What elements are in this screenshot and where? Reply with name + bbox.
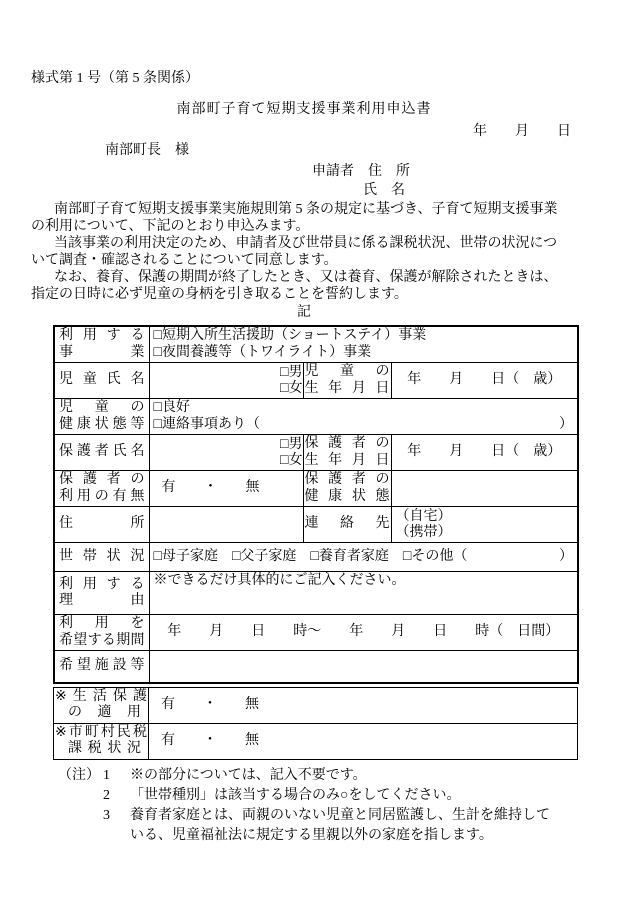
household-label: 世 帯 状 況 xyxy=(54,543,149,572)
note-text: 「世帯種別」は該当する場合のみ○をしてください。 xyxy=(130,787,461,803)
body-paragraphs xyxy=(31,201,571,303)
household-options xyxy=(149,543,578,572)
row-household xyxy=(54,543,578,572)
guardian-birth-label: 保 護 者 の 生 年 月 日 xyxy=(303,435,391,471)
checkbox-child-male: □男 xyxy=(280,364,303,380)
date-line: 年 月 日 xyxy=(473,124,571,139)
child-health-options xyxy=(149,399,578,435)
checkbox-guardian-male: □男 xyxy=(280,436,303,452)
child-health-label: 児 童 の 健 康 状 態 等 xyxy=(54,399,149,435)
contact-field xyxy=(391,507,578,543)
checkbox-guardian-female: □女 xyxy=(280,452,303,468)
row-period xyxy=(54,615,578,651)
form-number: 様式第 1 号（第 5 条関係） xyxy=(31,71,199,86)
guardian-health-field xyxy=(391,471,578,507)
page-title: 南部町子育て短期支援事業利用申込書 xyxy=(176,102,432,117)
guardian-health-label: 保 護 者 の 健 康 状 態 xyxy=(303,471,391,507)
child-name-field xyxy=(149,363,303,399)
tax-value: 有 ・ 無 xyxy=(149,723,578,759)
row-child-name xyxy=(54,363,578,399)
row-child-health xyxy=(54,399,578,435)
note-text: 養育者家庭とは、両親のいない児童と同居監護し、生計を維持している、児童福祉法に規定する里親以外の家庭を指します。 xyxy=(130,807,550,843)
application-table xyxy=(53,325,579,684)
child-birth-label: 児 童 の 生 年 月 日 xyxy=(303,363,391,399)
checkbox-good-health: □良好 xyxy=(153,400,190,415)
checkbox-health-notes: □連絡事項あり（ xyxy=(153,416,260,432)
note-text: ※の部分については、記入不要です。 xyxy=(130,767,367,783)
address-field xyxy=(149,507,303,543)
note-item xyxy=(31,786,577,806)
record-mark: 記 xyxy=(297,305,311,320)
guardian-use-value: 有 ・ 無 xyxy=(149,471,303,507)
child-name-label: 児 童 氏 名 xyxy=(54,363,149,399)
checkbox-household-types: □母子家庭 □父子家庭 □養育者家庭 □その他（ xyxy=(153,548,468,564)
office-use-table xyxy=(53,687,578,760)
welfare-label: ※ 生 活 保 護 の 適 用 xyxy=(54,687,149,723)
contact-home-label: （自宅） xyxy=(395,508,452,524)
row-reason xyxy=(54,572,578,615)
row-address xyxy=(54,507,578,543)
addressee: 南部町長 様 xyxy=(105,143,189,158)
checkbox-shortstay: □短期入所生活援助（ショートステイ）事業 xyxy=(153,328,427,343)
child-birth-field: 年 月 日（ 歳） xyxy=(391,363,578,399)
business-label: 利 用 す る 事 業 xyxy=(54,326,149,363)
notes-heading: （注） xyxy=(58,767,100,783)
note-item xyxy=(31,766,577,786)
close-paren: ） xyxy=(559,548,573,564)
guardian-name-field xyxy=(149,435,303,471)
close-paren: ） xyxy=(559,416,573,432)
address-label: 住 所 xyxy=(54,507,149,543)
row-business xyxy=(54,326,578,363)
row-welfare xyxy=(54,687,578,723)
guardian-use-label: 保 護 者 の 利 用 の 有 無 xyxy=(54,471,149,507)
checkbox-child-female: □女 xyxy=(280,380,303,396)
period-label: 利 用 を 希 望 す る 期 間 xyxy=(54,615,149,651)
note-item xyxy=(31,806,577,846)
contact-mobile-label: （携帯） xyxy=(395,524,452,540)
business-options xyxy=(149,326,578,363)
row-guardian-use xyxy=(54,471,578,507)
reason-field: ※できるだけ具体的にご記入ください。 xyxy=(149,572,578,615)
paragraph-pledge: なお、養育、保護の期間が終了したとき、又は養育、保護が解除されたときは、指定の日時に必ず児童の身柄を引き取ることを誓約します。 xyxy=(31,270,558,302)
row-guardian-name xyxy=(54,435,578,471)
row-tax xyxy=(54,723,578,759)
welfare-value: 有 ・ 無 xyxy=(149,687,578,723)
applicant-name-label: 氏 名 xyxy=(363,183,405,198)
notes-section xyxy=(31,766,577,846)
row-facility xyxy=(54,651,578,683)
paragraph-application: 南部町子育て短期支援事業実施規則第 5 条の規定に基づき、子育て短期支援事業の利用について、下記のとおり申込みます。 xyxy=(31,202,558,234)
period-field: 年 月 日 時～ 年 月 日 時（ 日間） xyxy=(149,615,578,651)
facility-field xyxy=(149,651,578,683)
applicant-address-label: 申請者 住 所 xyxy=(312,164,410,179)
reason-label: 利 用 す る 理 由 xyxy=(54,572,149,615)
guardian-birth-field: 年 月 日（ 歳） xyxy=(391,435,578,471)
note-number: 2 xyxy=(103,787,110,803)
contact-label: 連 絡 先 xyxy=(303,507,391,543)
paragraph-consent: 当該事業の利用決定のため、申請者及び世帯員に係る課税状況、世帯の状況について調査・確認されることについて同意します。 xyxy=(31,236,558,268)
tax-label: ※ 市 町 村 民 税 課 税 状 況 xyxy=(54,723,149,759)
note-number: 1 xyxy=(103,767,110,783)
note-number: 3 xyxy=(103,807,110,823)
guardian-name-label: 保 護 者 氏 名 xyxy=(54,435,149,471)
checkbox-twilight: □夜間養護等（トワイライト）事業 xyxy=(153,344,372,360)
facility-label: 希 望 施 設 等 xyxy=(54,651,149,683)
